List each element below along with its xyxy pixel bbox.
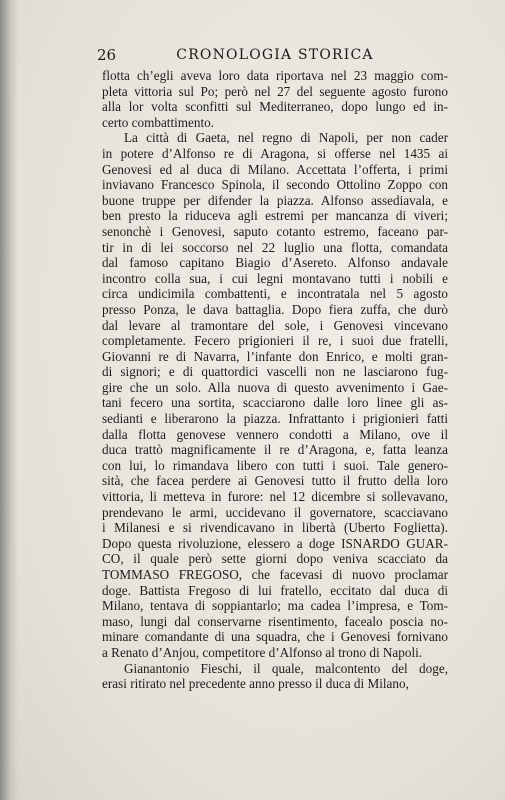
text-line: incontro colla sua, i cui legni montavano tutti i nobili e	[102, 270, 448, 286]
text-line: con lui, lo rimandava libero con tutti i suoi. Tale genero-	[102, 457, 448, 473]
text-line: CO, il quale però sette giorni dopo veniva scacciato da	[102, 551, 448, 567]
text-line: TOMMASO FREGOSO, che facevasi di nuovo proclamar	[102, 567, 448, 582]
page-number: 26	[97, 46, 117, 64]
text-line: ben presto la riduceva agli estremi per mancanza di viveri;	[102, 208, 448, 224]
text-line: maso, lungi dal conservarne risentimento, facealo poscia no-	[102, 613, 448, 629]
text-line: Dopo questa rivoluzione, elessero a doge ISNARDO GUAR-	[102, 535, 448, 551]
text-line: sità, che facea perdere ai Genovesi tutto il frutto della loro	[102, 473, 448, 489]
text-line: sedianti e liberarono la piazza. Infrattanto i prigionieri fatti	[102, 411, 448, 427]
text-line: erasi ritirato nel precedente anno presso il duca di Milano,	[102, 676, 409, 692]
text-line: Giovanni re di Navarra, l’infante don Enrico, e molti gran-	[102, 348, 448, 364]
text-line: minare comandante di una squadra, che i Genovesi fornivano	[102, 629, 448, 645]
text-line: circa undicimila combattenti, e incontratala nel 5 agosto	[102, 286, 448, 302]
text-line: dal famoso capitano Biagio d’Asereto. Alfonso andavale	[102, 255, 448, 271]
text-line: i Milanesi e si rivendicavano in libertà (Uberto Foglietta).	[102, 520, 448, 536]
text-line: vittoria, li metteva in furore: nel 12 dicembre si sollevavano,	[102, 489, 448, 505]
text-line: prendevano le armi, uccidevano il governatore, scacciavano	[102, 504, 448, 520]
text-line: dalla flotta genovese vennero condotti a Milano, ove il	[102, 426, 448, 442]
text-line: doge. Battista Fregoso di lui fratello, eccitato dal duca di	[102, 582, 448, 598]
text-line: certo combattimento.	[102, 114, 215, 130]
text-line: dal levare al tramontare del sole, i Genovesi vincevano	[102, 317, 448, 333]
text-line: Milano, tentava di soppiantarlo; ma cadea l’impresa, e Tom-	[102, 598, 448, 614]
text-line: pleta vittoria sul Po; però nel 27 del seguente agosto furono	[102, 83, 448, 99]
text-line: presso Ponza, le dava battaglia. Dopo fiera zuffa, che durò	[102, 301, 448, 317]
text-line: a Renato d’Anjou, competitore d’Alfonso al trono di Napoli.	[102, 644, 423, 660]
text-line: tani fecero una sortita, scacciarono dalle loro linee gli as-	[102, 395, 448, 411]
binding-shadow	[0, 0, 18, 800]
text-line: in potere d’Alfonso re di Aragona, si offerse nel 1435 ai	[102, 145, 448, 161]
running-title: CRONOLOGIA STORICA	[176, 47, 374, 63]
text-line: alla lor volta sconfitti sul Mediterraneo, dopo lungo ed in-	[102, 99, 448, 115]
text-line: La città di Gaeta, nel regno di Napoli, per non cader	[124, 130, 448, 146]
text-line: flotta ch’egli aveva loro data riportava nel 23 maggio com-	[102, 68, 448, 83]
text-line: di signori; e di quattordici vascelli non ne lasciarono fug-	[102, 364, 448, 380]
text-line: Genovesi ed al duca di Milano. Accettata l’offerta, i primi	[102, 161, 448, 177]
text-line: Gianantonio Fieschi, il quale, malcontento del doge,	[124, 660, 448, 676]
text-line: tir in di lei soccorso nel 22 luglio una flotta, comandata	[102, 239, 448, 255]
text-line: gire che un solo. Alla nuova di questo avvenimento i Gae-	[102, 379, 448, 395]
text-line: duca trattò magnificamente il re d’Aragona, e, fatta leanza	[102, 442, 448, 458]
text-line: completamente. Fecero prigionieri il re, i suoi due fratelli,	[102, 333, 448, 349]
running-head	[97, 46, 453, 68]
text-line: senonchè i Genovesi, saputo cotanto estremo, faceano par-	[102, 223, 448, 239]
text-line: buone truppe per difender la piazza. Alfonso assediavala, e	[102, 192, 448, 208]
body-text	[102, 68, 448, 692]
text-line: inviavano Francesco Spinola, il secondo Ottolino Zoppo con	[102, 177, 448, 193]
